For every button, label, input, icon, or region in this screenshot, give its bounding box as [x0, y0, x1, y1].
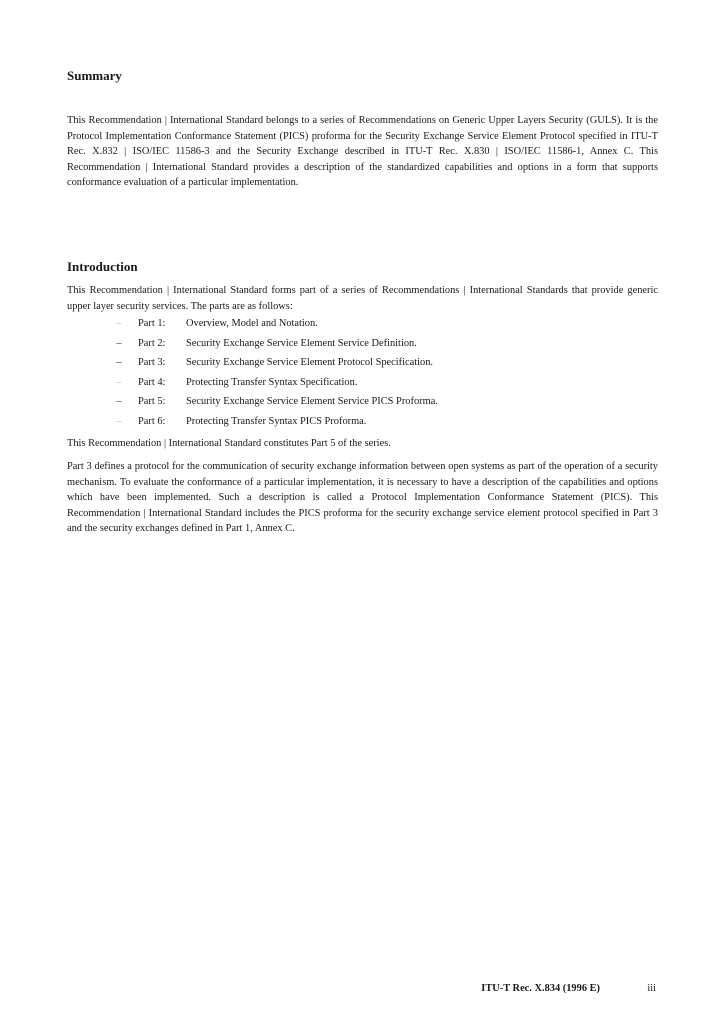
part-description: Protecting Transfer Syntax PICS Proforma. [186, 415, 367, 427]
list-item [67, 336, 658, 356]
dash-bullet: – [116, 396, 122, 408]
parts-list [67, 316, 658, 434]
part-label: Part 6: [138, 415, 166, 427]
document-page [67, 0, 658, 1024]
part-description: Overview, Model and Notation. [186, 318, 318, 329]
part-description: Security Exchange Service Element Protocol Specification. [186, 357, 433, 369]
summary-heading: Summary [67, 68, 122, 83]
dash-bullet: – [116, 357, 122, 369]
dash-bullet: – [116, 376, 122, 388]
dash-bullet: – [116, 318, 122, 329]
list-item [67, 394, 658, 414]
part3-paragraph: Part 3 defines a protocol for the communication of security exchange information between open systems as part of the operation of a security mechanism. To evaluate the conformance of a particular implementation, it is necessary to have a description of the capabilities and options which have been implemented. Such a description is called a Protocol Implementation Conformance Statement (PICS). This Recommendation | International Standard includes the PICS proforma for the security exchange service element protocol specified in Part 3 and the security exchanges defined in Part 1, Annex C. [67, 461, 658, 534]
part-label: Part 4: [138, 376, 166, 388]
series-paragraph: This Recommendation | International Standard constitutes Part 5 of the series. [67, 438, 391, 449]
list-item [67, 375, 658, 395]
part-label: Part 3: [138, 357, 166, 369]
list-item [67, 316, 658, 336]
list-item [67, 414, 658, 434]
part-label: Part 1: [138, 318, 166, 329]
page-footer [67, 983, 658, 999]
page-number: iii [647, 983, 656, 994]
introduction-heading: Introduction [67, 259, 138, 274]
part-description: Protecting Transfer Syntax Specification. [186, 376, 358, 388]
part-label: Part 5: [138, 396, 166, 408]
footer-reference: ITU-T Rec. X.834 (1996 E) [481, 983, 600, 994]
part-description: Security Exchange Service Element Service Definition. [186, 337, 417, 349]
list-item [67, 355, 658, 375]
dash-bullet: – [116, 415, 122, 427]
dash-bullet: – [116, 337, 122, 349]
summary-paragraph: This Recommendation | International Standard belongs to a series of Recommendations on Generic Upper Layers Security (GULS). It is the Protocol Implementation Conformance Statement (PICS) proforma for the Security Exchange Service Element Protocol specified in ITU-T Rec. X.832 | ISO/IEC 11586-3 and the Security Exchange described in ITU-T Rec. X.830 | ISO/IEC 11586-1, Annex C. This Recommendation | International Standard provides a description of the standardized capabilities and options in a form that supports conformance evaluation of a particular implementation. [67, 115, 658, 188]
introduction-paragraph: This Recommendation | International Standard forms part of a series of Recommendations | International Standards that provide generic upper layer security services. The parts are as follows: [67, 285, 658, 312]
part-label: Part 2: [138, 337, 166, 349]
part-description: Security Exchange Service Element Service PICS Proforma. [186, 396, 438, 408]
